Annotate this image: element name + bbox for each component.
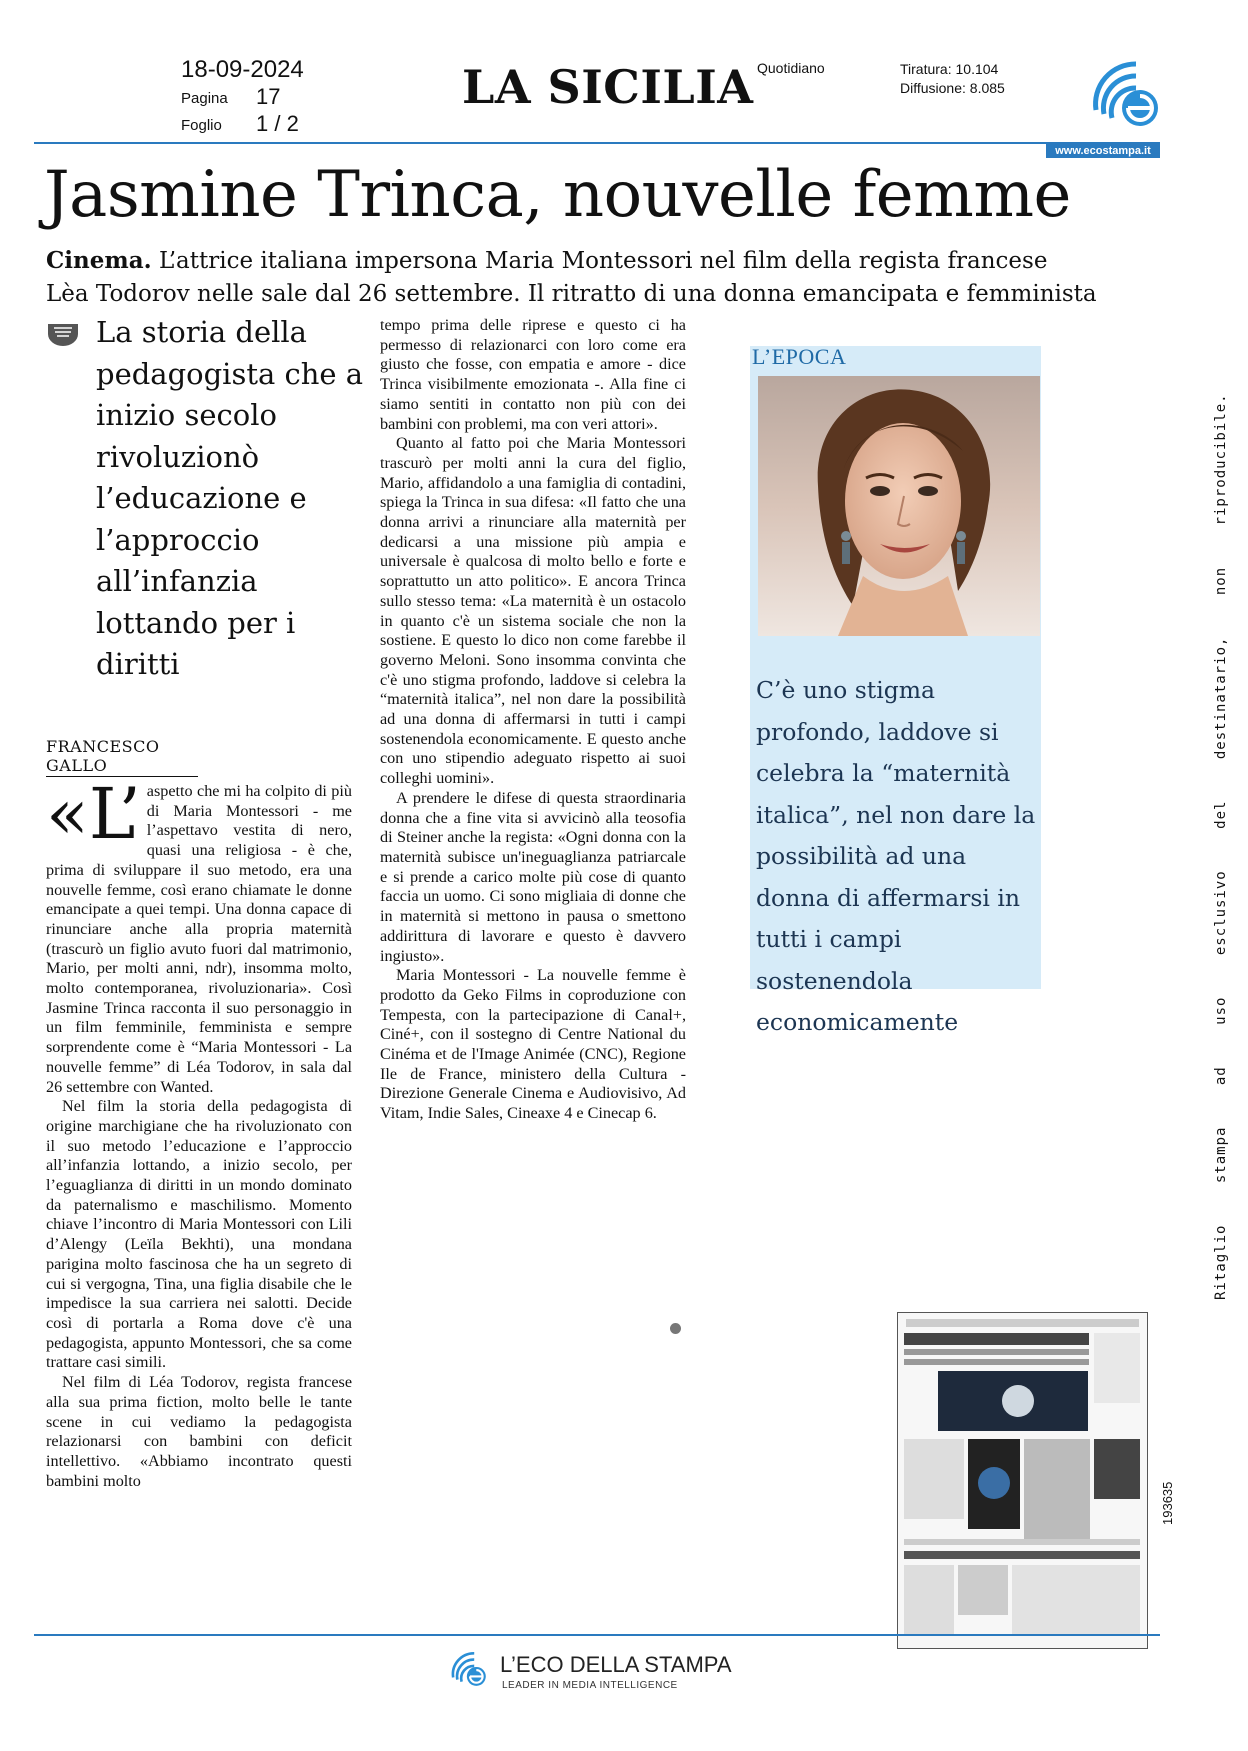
page-label: Pagina [181, 90, 228, 107]
lead-marker-icon [46, 320, 80, 346]
ecostampa-logo-icon [1090, 54, 1166, 130]
footer-brand: L’ECO DELLA STAMPA [500, 1652, 732, 1677]
article-column-1 [46, 773, 352, 1491]
masthead: LA SICILIA [462, 60, 754, 114]
sheet-number: 1 / 2 [256, 111, 299, 136]
sidebar-quote: C’è uno stigma profondo, laddove si celebra la “maternità italica”, nel non dare la possibilità ad una donna di affermarsi in tutti i campi sostenendola economicamente [756, 676, 1036, 1036]
page-thumbnail [897, 1312, 1148, 1649]
sidebar-label: L’EPOCA [752, 344, 847, 369]
paragraph: A prendere le difese di questa straordinaria donna che a fine vita si avvicinò alla teosofia di Steiner anche la regista: «Ogni donna con la maternità subisce un'ineguaglianza patriarcale e si prende a carico molte più cose di quanto faccia un uomo. Ci sono migliaia di donne che in maternità si mettono in pausa o smettono addirittura di lavorare e questo è davvero ingiusto». [380, 788, 686, 965]
print-run: Tiratura: 10.104 [900, 61, 999, 77]
paragraph: Quanto al fatto poi che Maria Montessori trascurò per molti anni la cura del figlio, Mario, affidandolo a una famiglia di contadini, spiega la Trinca in sua difesa: «Il fatto che una donna arrivi a rinunciare alla maternità per dedicarsi a una missione più ampia e universale è qualcosa di molto bello e forte e soprattutto un atto politico». E ancora Trinca sullo stesso tema: «La maternità è un ostacolo in quanto c'è un sistema sociale che non la sostiene. E questo lo dico non come farebbe il governo Meloni. Sono insomma convinta che c'è uno stigma profondo, laddove si celebra la “maternità italica”, nel non dare la possibilità ad una donna di affermarsi in tutti i campi sostenendola economicamente. E questo anche con uno stipendio adeguato rispetto ai suoi colleghi uomini». [380, 434, 686, 788]
paragraph: tempo prima delle riprese e questo ci ha permesso di relazionarci con loro come era giusto che fosse, con empatia e amore - dice Trinca visibilmente emozionata -. Alla fine ci siamo sentiti in contatto non più con dei bambini con problemi, ma con veri attori». [380, 316, 686, 433]
page-number: 17 [256, 84, 281, 109]
drop-cap: «L’ [46, 773, 141, 855]
sheet-label: Foglio [181, 117, 222, 134]
footer-tagline: LEADER IN MEDIA INTELLIGENCE [502, 1680, 678, 1691]
subtitle-kicker: Cinema. [46, 247, 152, 274]
footer-rule [34, 1634, 1160, 1636]
article-title: Jasmine Trinca, nouvelle femme [44, 158, 1071, 232]
distribution: Diffusione: 8.085 [900, 80, 1005, 96]
paragraph: Maria Montessori - La nouvelle femme è prodotto da Geko Films in coproduzione con Tempesta, con la partecipazione di Canal+, Ciné+, con il sostegno di Centre National du Cinéma et de l'Image Animée (CNC), Regione Ile de France, ministero della Cultura - Direzione Generale Cinema e Audiovisivo, Ad Vitam, Indie Sales, Cineaxe 4 e Cinecap 6. [380, 966, 686, 1123]
article-column-2 [380, 316, 686, 1124]
ecostampa-link[interactable]: www.ecostampa.it [1046, 144, 1160, 158]
subtitle-line-1: L’attrice italiana impersona Maria Montessori nel film della regista francese [151, 248, 1048, 274]
date: 18-09-2024 [181, 56, 304, 83]
portrait-photo [758, 376, 1040, 636]
article-subtitle [46, 244, 1166, 311]
circulation-info [900, 60, 1005, 98]
article-author: FRANCESCO GALLO [46, 737, 198, 777]
eco-della-stampa-logo-icon [450, 1648, 490, 1688]
article-lead: La storia della pedagogista che a inizio secolo rivoluzionò l’educazione e l’approccio all’infanzia lottando per i diritti [96, 315, 364, 681]
publication-type: Quotidiano [757, 60, 825, 76]
paragraph: Nel film di Léa Todorov, regista francese alla sua prima fiction, molto belle le tante scene in cui vediamo la pedagogista relazionarsi con bambini con deficit intellettivo. «Abbiamo incontrato questi bambini molto [46, 1373, 352, 1490]
end-of-article-mark [670, 1323, 681, 1334]
subtitle-line-2: Lèa Todorov nelle sale dal 26 settembre. Il ritratto di una donna emancipata e femminista [46, 281, 1097, 307]
clipping-code: 193635 [1160, 1481, 1175, 1525]
header-rule [34, 142, 1160, 144]
reproduction-notice: Ritaglio stampa ad uso esclusivo del destinatario, non riproducibile. [1213, 393, 1229, 1300]
paragraph: «L’ aspetto che mi ha colpito di più di Maria Montessori - me l’aspettavo vestita di nero, quasi una religiosa - è che, prima di sviluppare il suo metodo, era una nouvelle femme, così erano chiamate le donne emancipate a quei tempi. Una donna capace di rinunciare anche alla propria maternità (trascurò un figlio avuto fuori dal matrimonio, Mario, per molti anni, ndr), insomma molto, molto contemporanea, rivoluzionaria». Così Jasmine Trinca racconta il suo personaggio in un film femminile, femminista e sempre sorprendente come è “Maria Montessori - La nouvelle femme” di Léa Todorov, in sala dal 26 settembre con Wanted. [46, 773, 352, 1096]
paragraph: Nel film la storia della pedagogista di origine marchigiane che ha rivoluzionato con il suo metodo l’educazione e l’approccio all’infanzia lottando, a inizio secolo, per l’eguaglianza di diritti in un mondo dominato da paternalismo e maschilismo. Momento chiave l’incontro di Maria Montessori con Lili d’Alengy (Leïla Bekhti), una mondana parigina molto fascinosa che ha un segreto di cui si vergogna, Tina, una figlia disabile che le impedisce la sua carriera nei salotti. Decide così di portarla a Roma dove c'è una pedagogista, appunto Montessori, che sa come trattare casi simili. [46, 1097, 352, 1372]
